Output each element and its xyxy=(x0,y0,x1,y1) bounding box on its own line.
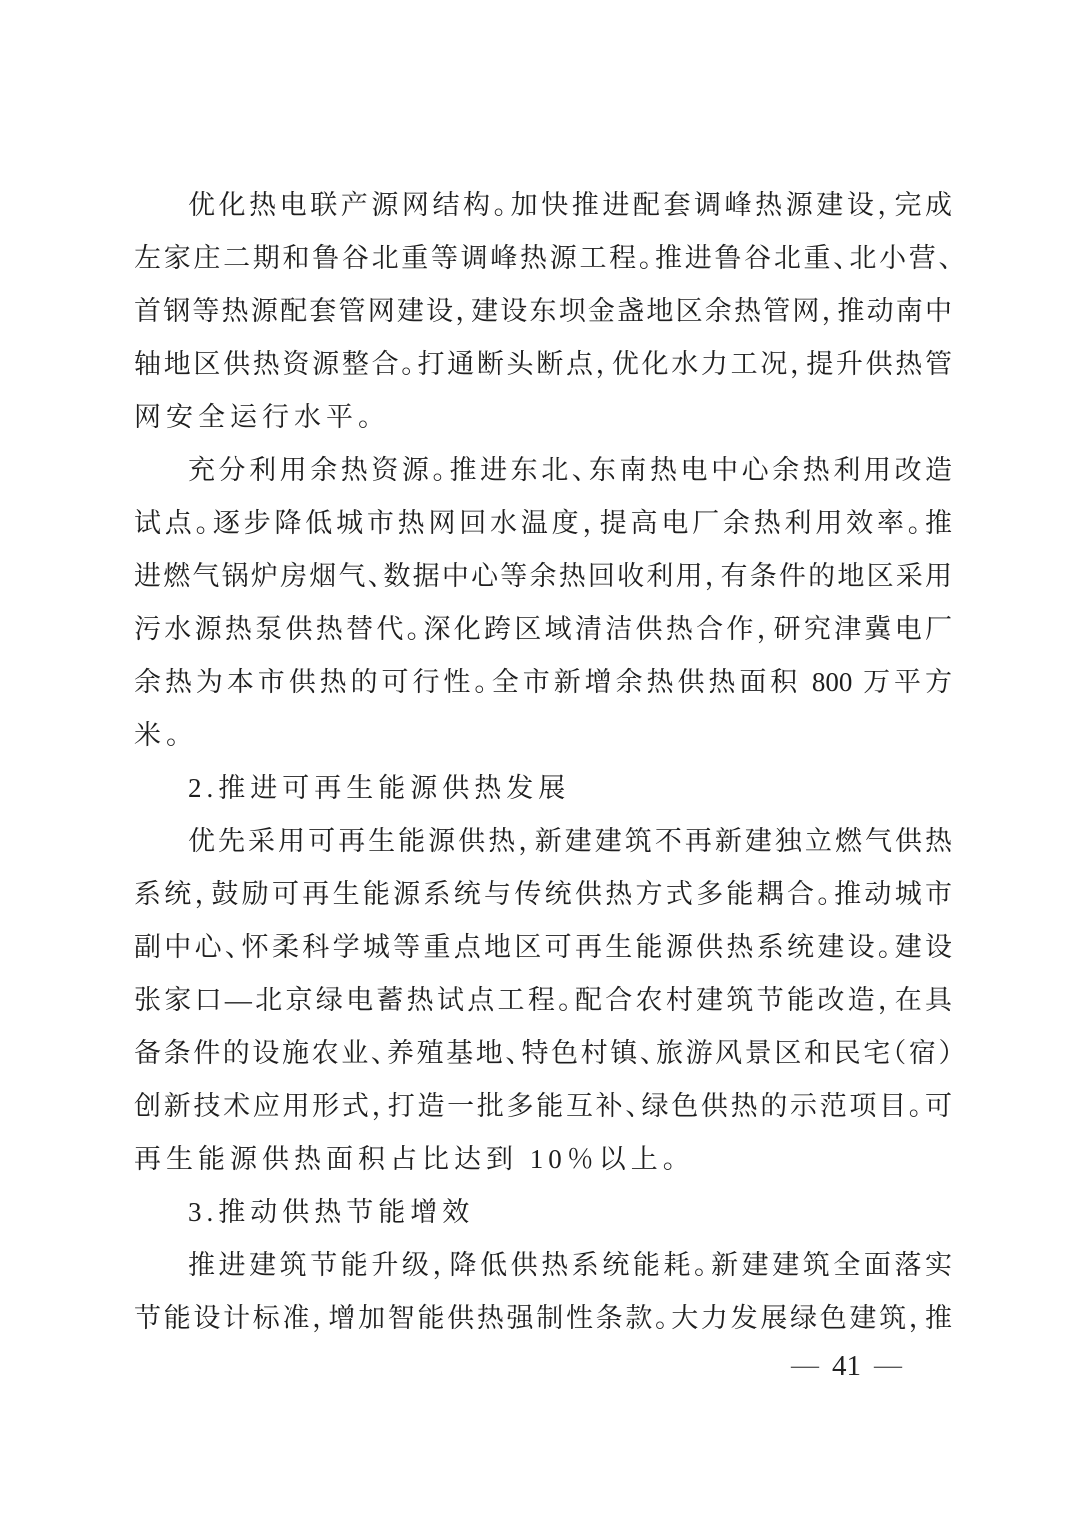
text-line: 网安全运行水平。 xyxy=(134,402,377,432)
text-line: 推进建筑节能升级，降低供热系统能耗。新建建筑全面落实 xyxy=(188,1250,952,1280)
page-number: 41 xyxy=(832,1350,861,1382)
text-line: 创新技术应用形式，打造一批多能互补、绿色供热的示范项目。可 xyxy=(134,1091,952,1121)
text-line: 优化热电联产源网结构。加快推进配套调峰热源建设，完成 xyxy=(188,190,952,220)
text-line: 3.推动供热节能增效 xyxy=(188,1197,475,1227)
text-line: 节能设计标准，增加智能供热强制性条款。大力发展绿色建筑，推 xyxy=(134,1303,952,1333)
text-line: 米。 xyxy=(134,720,185,750)
text-line: 优先采用可再生能源供热，新建建筑不再新建独立燃气供热 xyxy=(188,826,952,856)
text-line: 余热为本市供热的可行性。全市新增余热供热面积 800 万平方 xyxy=(134,667,952,697)
text-line: 左家庄二期和鲁谷北重等调峰热源工程。推进鲁谷北重、北小营、 xyxy=(134,243,952,273)
text-line: 首钢等热源配套管网建设，建设东坝金盏地区余热管网，推动南中 xyxy=(134,296,952,326)
text-line: 试点。逐步降低城市热网回水温度，提高电厂余热利用效率。推 xyxy=(134,508,952,538)
text-line: 2.推进可再生能源供热发展 xyxy=(188,773,571,803)
page-footer xyxy=(791,1350,902,1382)
footer-right-dash: — xyxy=(874,1350,902,1381)
text-line: 污水源热泵供热替代。深化跨区域清洁供热合作，研究津冀电厂 xyxy=(134,614,952,644)
text-line: 轴地区供热资源整合。打通断头断点，优化水力工况，提升供热管 xyxy=(134,349,952,379)
text-line: 充分利用余热资源。推进东北、东南热电中心余热利用改造 xyxy=(188,455,952,485)
text-line: 系统，鼓励可再生能源系统与传统供热方式多能耦合。推动城市 xyxy=(134,879,952,909)
text-line: 张家口—北京绿电蓄热试点工程。配合农村建筑节能改造，在具 xyxy=(134,985,952,1015)
text-line: 备条件的设施农业、养殖基地、特色村镇、旅游风景区和民宅（宿） xyxy=(134,1038,952,1068)
text-line: 再生能源供热面积占比达到 10％以上。 xyxy=(134,1144,682,1174)
footer-left-dash: — xyxy=(791,1350,819,1381)
text-line: 副中心、怀柔科学城等重点地区可再生能源供热系统建设。建设 xyxy=(134,932,952,962)
text-block xyxy=(134,179,952,1345)
text-line: 进燃气锅炉房烟气、数据中心等余热回收利用，有条件的地区采用 xyxy=(134,561,952,591)
